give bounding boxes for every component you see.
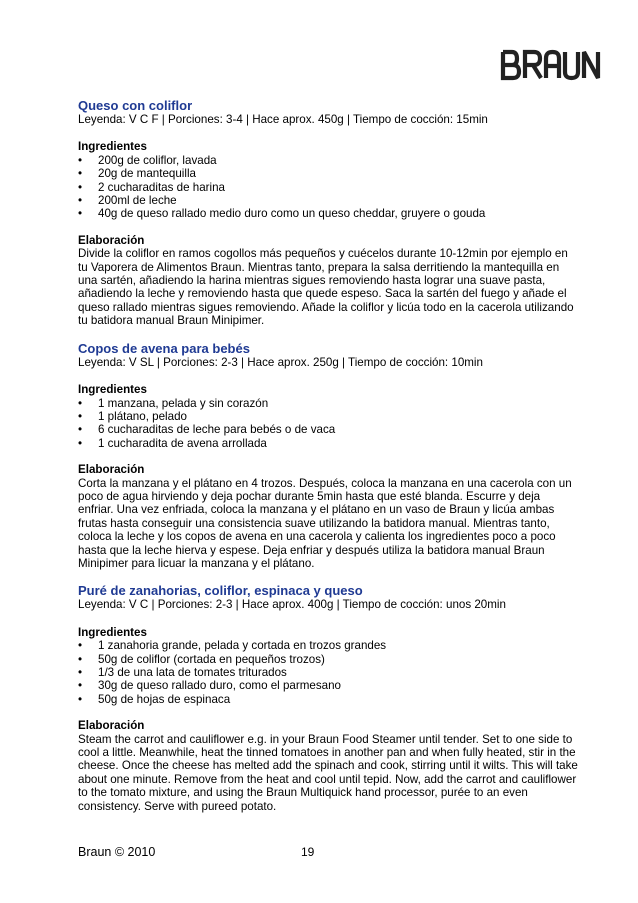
ingredient-item: • 50g de coliflor (cortada en pequeños trozos) xyxy=(78,653,578,666)
recipe-legend: Leyenda: V C F | Porciones: 3-4 | Hace aprox. 450g | Tiempo de cocción: 15min xyxy=(78,113,488,126)
ingredients-heading: Ingredientes xyxy=(78,383,147,397)
method-text: Steam the carrot and cauliflower e.g. in your Braun Food Steamer until tender. Set to one side to cool a little. Meanwhile, heat the tinned tomatoes in another pan and when fully heated, stir in the cheese. Once the cheese has melted add the spinach and cook, stirring until it wilts. This will take about one minute. Remove from the heat and cool until tepid. Now, add the carrot and cauliflower to the tomato mixture, and using the Braun Multiquick hand processor, purée to an even consistency. Serve with pureed potato. xyxy=(78,732,578,813)
ingredient-item: • 200g de coliflor, lavada xyxy=(78,154,578,167)
ingredient-item: • 20g de mantequilla xyxy=(78,167,578,180)
ingredient-item: • 1 cucharadita de avena arrollada xyxy=(78,437,578,450)
recipe-legend: Leyenda: V C | Porciones: 2-3 | Hace aprox. 400g | Tiempo de cocción: unos 20min xyxy=(78,598,506,612)
method-heading: Elaboración xyxy=(78,719,145,733)
ingredients-heading: Ingredientes xyxy=(78,140,147,154)
ingredient-item: • 50g de hojas de espinaca xyxy=(78,693,578,706)
method-heading: Elaboración xyxy=(78,233,145,247)
ingredient-item: • 1 plátano, pelado xyxy=(78,410,578,423)
ingredient-item: • 1 zanahoria grande, pelada y cortada en trozos grandes xyxy=(78,639,578,652)
ingredients-list xyxy=(78,154,578,221)
recipe-pure-de-zanahorias xyxy=(78,583,578,813)
ingredients-list xyxy=(78,639,578,706)
ingredient-item: • 1/3 de una lata de tomates triturados xyxy=(78,666,578,679)
footer-copyright: Braun © 2010 xyxy=(78,845,156,859)
ingredient-item: • 1 manzana, pelada y sin corazón xyxy=(78,397,578,410)
ingredient-item: • 30g de queso rallado duro, como el parmesano xyxy=(78,679,578,692)
ingredient-item: • 2 cucharaditas de harina xyxy=(78,181,578,194)
page-number: 19 xyxy=(301,845,315,859)
document-body xyxy=(78,98,578,826)
ingredients-heading: Ingredientes xyxy=(78,625,147,639)
recipe-title: Puré de zanahorias, coliflor, espinaca y queso xyxy=(78,583,363,599)
ingredient-item: • 200ml de leche xyxy=(78,194,578,207)
method-text: Divide la coliflor en ramos cogollos más pequeños y cuécelos durante 10-12min por ejemplo en tu Vaporera de Alimentos Braun. Mientras tanto, prepara la salsa derritiendo la mantequilla en una sartén, añadiendo la harina mientras sigues removiendo hasta lograr una suave pasta, añadiendo la leche y removiendo hasta que quede espeso. Saca la sartén del fuego y añade el queso rallado mientras sigues removiendo. Añade la coliflor y licúa todo en la cacerola utilizando tu batidora manual Braun Minipimer. xyxy=(78,247,574,328)
recipe-title: Copos de avena para bebés xyxy=(78,340,250,356)
recipe-legend: Leyenda: V SL | Porciones: 2-3 | Hace aprox. 250g | Tiempo de cocción: 10min xyxy=(78,355,483,369)
ingredient-item: • 40g de queso rallado medio duro como un queso cheddar, gruyere o gouda xyxy=(78,207,578,220)
method-text: Corta la manzana y el plátano en 4 trozos. Después, coloca la manzana en una cacerola con un poco de agua hirviendo y deja pochar durante 5min hasta que esté blanda. Escurre y deja enfriar. Una vez enfriada, coloca la manzana y el plátano en un vaso de Braun y licúa ambas frutas hasta conseguir una consistencia suave utilizando la batidora manual. Mientras tanto, coloca la leche y los copos de avena en una cacerola y calienta los ingredientes poco a poco hasta que la leche hierva y espese. Deja enfriar y después utiliza la batidora manual Braun Minipimer para licuar la manzana y el plátano. xyxy=(78,476,572,570)
method-heading: Elaboración xyxy=(78,463,145,477)
ingredients-list xyxy=(78,397,578,451)
recipe-title: Queso con coliflor xyxy=(78,98,193,113)
braun-logo xyxy=(499,44,607,82)
recipe-queso-con-coliflor xyxy=(78,98,578,328)
ingredient-item: • 6 cucharaditas de leche para bebés o de vaca xyxy=(78,423,578,436)
recipe-copos-de-avena xyxy=(78,341,578,571)
